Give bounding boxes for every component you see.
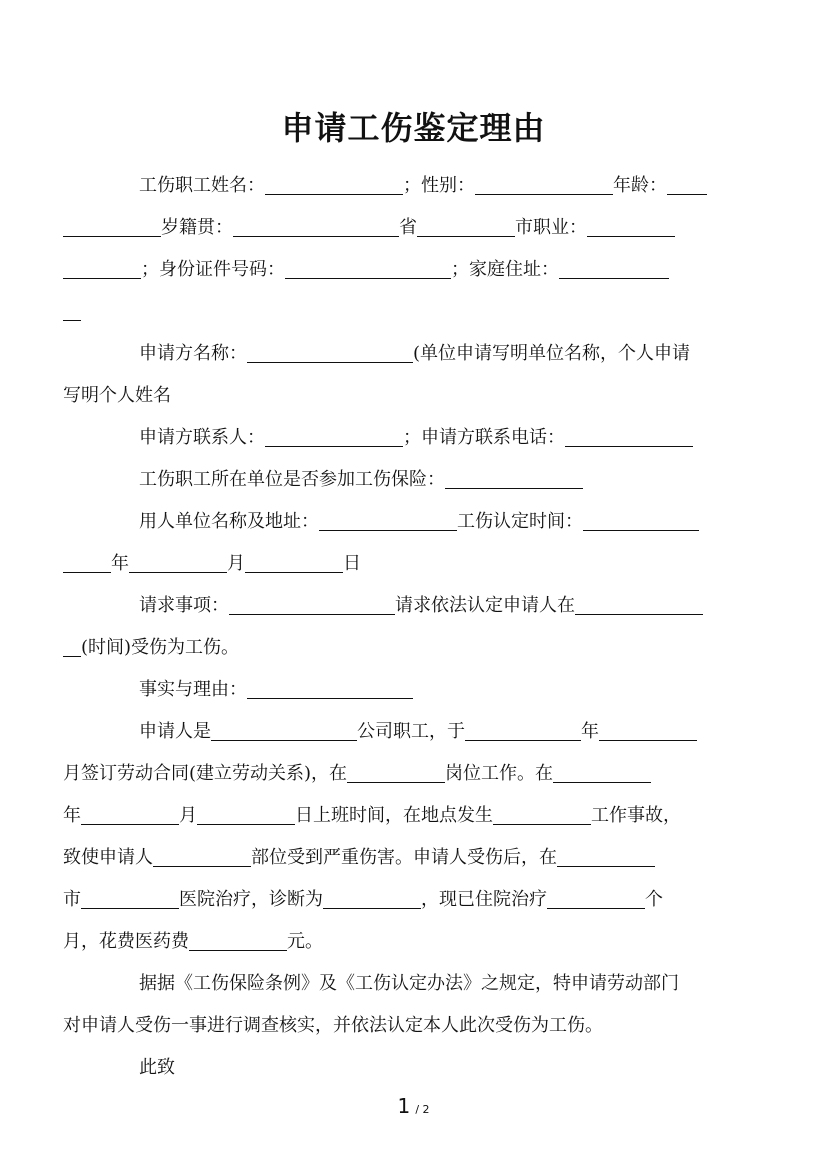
text-segment: 市: [63, 889, 81, 910]
text-segment: 此致: [139, 1057, 175, 1078]
text-segment: 工伤职工姓名：: [139, 175, 265, 196]
text-segment: 月: [227, 553, 245, 574]
paragraph: [101, 669, 723, 711]
text-segment: 对申请人受伤一事进行调查核实，并依法认定本人此次受伤为工伤。: [63, 1015, 603, 1036]
text-segment: 年: [581, 721, 599, 742]
fill-in-blank[interactable]: [129, 550, 227, 573]
document-title: 申请工伤鉴定理由: [281, 109, 546, 147]
fill-in-blank[interactable]: [445, 466, 583, 489]
fill-in-blank[interactable]: [565, 424, 693, 447]
paragraph: [63, 711, 723, 963]
fill-in-blank[interactable]: [197, 802, 295, 825]
text-segment: 写明个人姓名: [63, 385, 171, 406]
text-segment: ；性别：: [403, 175, 475, 196]
fill-in-blank[interactable]: [81, 886, 179, 909]
paragraph: [101, 501, 723, 585]
fill-in-blank[interactable]: [265, 172, 403, 195]
text-segment: 工伤认定时间：: [457, 511, 583, 532]
fill-in-blank[interactable]: [229, 592, 395, 615]
text-segment: 申请人是: [139, 721, 211, 742]
fill-in-blank[interactable]: [599, 718, 697, 741]
text-segment: 个: [645, 889, 663, 910]
fill-in-blank[interactable]: [81, 802, 179, 825]
fill-in-blank[interactable]: [475, 172, 613, 195]
text-segment: 元。: [287, 931, 323, 952]
paragraph: [101, 1047, 723, 1089]
fill-in-blank[interactable]: [211, 718, 357, 741]
paragraph: [63, 333, 723, 417]
text-segment: 医院治疗，诊断为: [179, 889, 323, 910]
text-segment: ；家庭住址：: [451, 259, 559, 280]
fill-in-blank[interactable]: [63, 550, 111, 573]
fill-in-blank[interactable]: [559, 256, 669, 279]
text-segment: 月: [179, 805, 197, 826]
paragraph: [81, 585, 723, 669]
fill-in-blank[interactable]: [63, 634, 81, 657]
text-segment: 致使申请人: [63, 847, 153, 868]
text-segment: 岗位工作。在: [445, 763, 554, 784]
fill-in-blank[interactable]: [575, 592, 703, 615]
text-segment: 申请方名称：: [139, 343, 247, 364]
paragraph: [63, 963, 723, 1047]
fill-in-blank[interactable]: [493, 802, 591, 825]
text-segment: 省: [399, 217, 417, 238]
fill-in-blank[interactable]: [247, 340, 413, 363]
fill-in-blank[interactable]: [465, 718, 581, 741]
total-pages: / 2: [415, 1103, 430, 1116]
fill-in-blank[interactable]: [265, 424, 403, 447]
fill-in-blank[interactable]: [63, 214, 161, 237]
fill-in-blank[interactable]: [323, 886, 421, 909]
text-segment: 年: [111, 553, 129, 574]
fill-in-blank[interactable]: [63, 256, 141, 279]
current-page-number: 1: [397, 1094, 411, 1118]
text-segment: (时间)受伤为工伤。: [81, 637, 240, 658]
text-segment: 据据《工伤保险条例》及《工伤认定办法》之规定，特申请劳动部门: [139, 973, 679, 994]
text-segment: 请求事项：: [139, 595, 229, 616]
text-segment: 日: [343, 553, 361, 574]
text-segment: 月签订劳动合同(建立劳动关系)，在: [63, 763, 348, 784]
fill-in-blank[interactable]: [587, 214, 675, 237]
paragraph: [101, 459, 723, 501]
text-segment: 年龄：: [613, 175, 667, 196]
page-footer: [0, 1094, 827, 1118]
paragraph: [101, 417, 723, 459]
fill-in-blank[interactable]: [247, 676, 413, 699]
text-segment: 申请方联系人：: [139, 427, 265, 448]
text-segment: ；身份证件号码：: [141, 259, 285, 280]
fill-in-blank[interactable]: [153, 844, 251, 867]
text-segment: 市职业：: [515, 217, 587, 238]
fill-in-blank[interactable]: [583, 508, 699, 531]
paragraph: [101, 165, 723, 333]
text-segment: 公司职工，于: [357, 721, 465, 742]
text-segment: 事实与理由：: [139, 679, 247, 700]
text-segment: 工伤职工所在单位是否参加工伤保险：: [139, 469, 445, 490]
fill-in-blank[interactable]: [547, 886, 645, 909]
fill-in-blank[interactable]: [245, 550, 343, 573]
text-segment: 部位受到严重伤害。申请人受伤后，在: [251, 847, 557, 868]
text-segment: 岁籍贯：: [161, 217, 233, 238]
fill-in-blank[interactable]: [417, 214, 515, 237]
fill-in-blank[interactable]: [189, 928, 287, 951]
fill-in-blank[interactable]: [347, 760, 445, 783]
fill-in-blank[interactable]: [285, 256, 451, 279]
text-segment: ；申请方联系电话：: [403, 427, 565, 448]
fill-in-blank[interactable]: [667, 172, 707, 195]
text-segment: ，现已住院治疗: [421, 889, 547, 910]
fill-in-blank[interactable]: [319, 508, 457, 531]
fill-in-blank[interactable]: [63, 298, 81, 321]
document-body: [63, 165, 723, 1089]
fill-in-blank[interactable]: [557, 844, 655, 867]
text-segment: 日上班时间，在地点发生: [295, 805, 493, 826]
text-segment: 工作事故，: [591, 805, 681, 826]
fill-in-blank[interactable]: [553, 760, 651, 783]
fill-in-blank[interactable]: [233, 214, 399, 237]
text-segment: 请求依法认定申请人在: [395, 595, 575, 616]
text-segment: 月，花费医药费: [63, 931, 189, 952]
text-segment: 用人单位名称及地址：: [139, 511, 319, 532]
text-segment: 年: [63, 805, 81, 826]
text-segment: (单位申请写明单位名称，个人申请: [413, 343, 691, 364]
